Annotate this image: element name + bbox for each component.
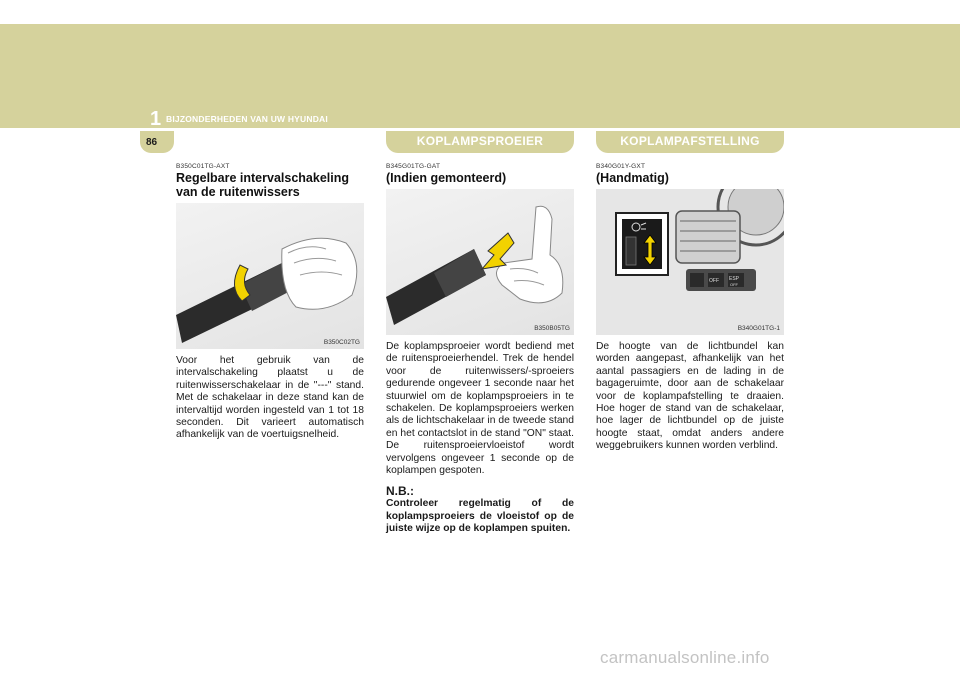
- column-headlamp-leveling: [596, 163, 784, 453]
- page-number: 86: [146, 137, 158, 148]
- section-heading: (Indien gemonteerd): [386, 171, 507, 185]
- chapter-number: 1: [150, 108, 162, 130]
- ref-code: B340G01Y-GXT: [596, 163, 646, 170]
- section-tab-koplampafstelling: KOPLAMPAFSTELLING: [596, 131, 784, 153]
- section-heading: Regelbare intervalschakeling van de ruitenwissers: [176, 171, 349, 199]
- body-text: De hoogte van de lichtbundel kan worden aangepast, afhankelijk van het aantal passagiers en de lading in de bagageruimte, door aan de schakelaar voor de koplampafstelling te draaien. Hoe hoger de stand van de schakelaar, hoe lager de lichtbundel op de juiste hoogte staat, omdat anders andere weggebruikers kunnen worden verblind.: [596, 341, 784, 452]
- watermark: carmanualsonline.info: [600, 648, 770, 667]
- chapter-title: BIJZONDERHEDEN VAN UW HYUNDAI: [166, 114, 328, 124]
- off-label: OFF: [709, 278, 719, 284]
- body-text: Voor het gebruik van de intervalschakeling plaatst u de ruitenwisserschakelaar in de "---" stand. Met de schakelaar in deze stand kan de intervaltijd worden ingesteld van 1 tot 18 seconden. Dit varieert automatisch afhankelijk van de voertuigsnelheid.: [176, 355, 364, 441]
- figure-code: B350B05TG: [534, 325, 570, 332]
- figure-code: B350C02TG: [323, 339, 360, 346]
- section-tab-koplampsproeier: KOPLAMPSPROEIER: [386, 131, 574, 153]
- figure-code: B340G01TG-1: [737, 325, 780, 332]
- section-heading: (Handmatig): [596, 171, 669, 185]
- header-band: [0, 24, 960, 128]
- column-headlamp-washer: [386, 163, 574, 536]
- leveling-switch-illustration: [596, 189, 784, 335]
- note-title: N.B.:: [386, 484, 414, 499]
- washer-lever-illustration: [386, 189, 574, 335]
- note-text: Controleer regelmatig of de koplampsproeiers de vloeistof op de juiste wijze op de koplampen spuiten.: [386, 498, 574, 535]
- wiper-switch-illustration: [176, 203, 364, 349]
- ref-code: B350C01TG-AXT: [176, 163, 230, 170]
- ref-code: B345G01TG-GAT: [386, 163, 441, 170]
- esp-label: ESP: [729, 276, 740, 282]
- column-wiper-interval: [176, 163, 364, 442]
- esp-sub-label: OFF: [730, 282, 738, 287]
- body-text: De koplampsproeier wordt bediend met de ruitensproeierhendel. Trek de hendel voor de ruitenwissers/-sproeiers gedurende ongeveer 1 seconde naar het stuurwiel om de koplampsproeiers in te schakelen. De koplampsproeiers werken als de lichtschakelaar in de tweede stand en het contactslot in de stand "ON" staat. De ruitensproeiervloeistof wordt vervolgens ongeveer 1 seconde op de koplampen gespoten.: [386, 341, 574, 477]
